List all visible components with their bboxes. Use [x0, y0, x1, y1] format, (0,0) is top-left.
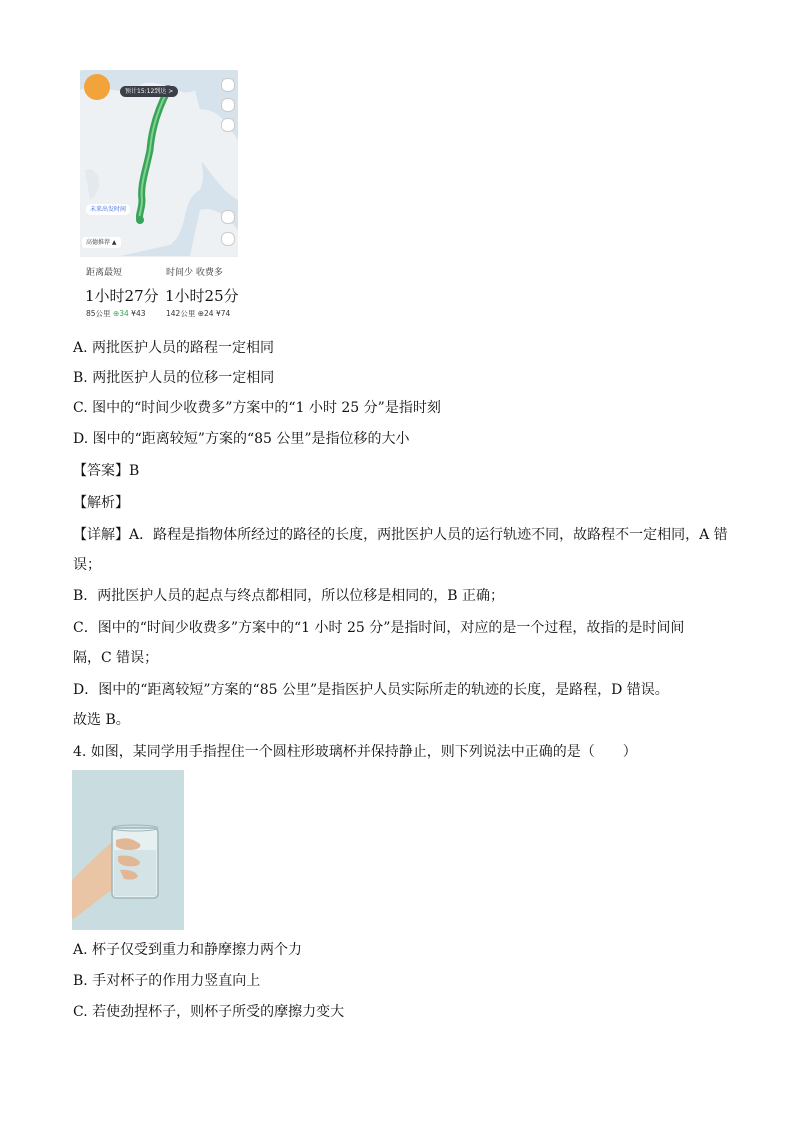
- locate-icon[interactable]: [221, 232, 235, 246]
- refresh-icon[interactable]: [221, 210, 235, 224]
- toilet-icon[interactable]: [221, 98, 235, 112]
- route-sub: [166, 308, 230, 319]
- map-view: [80, 70, 238, 256]
- q4-option-b: B. 手对杯子的作用力竖直向上: [73, 973, 261, 989]
- route-time: 1小时27分: [85, 287, 159, 305]
- route-label: 距离最短: [86, 268, 123, 278]
- route-sub: [86, 308, 146, 319]
- route-lights: 34: [119, 309, 129, 318]
- q3-option-b: B. 两批医护人员的位移一定相同: [73, 370, 275, 386]
- search-icon[interactable]: [221, 118, 235, 132]
- q3-option-a: A. 两批医护人员的路程一定相同: [73, 340, 275, 356]
- route-preference-chip[interactable]: 高德推荐 ▲: [82, 237, 121, 248]
- route-lights: 24: [204, 309, 214, 318]
- analysis-line: 隔，C 错误；: [73, 650, 159, 666]
- layers-icon[interactable]: [221, 78, 235, 92]
- glass-photo: [72, 770, 184, 930]
- route-map-figure: [80, 70, 238, 322]
- route-option-fastest[interactable]: [160, 257, 239, 323]
- route-km: 142公里: [166, 309, 196, 318]
- analysis-line: D．图中的“距离较短”方案的“85 公里”是指医护人员实际所走的轨迹的长度，是路程，D 错误。: [73, 682, 669, 698]
- route-fee: ¥74: [215, 309, 231, 318]
- route-fee: ¥43: [131, 309, 146, 318]
- analysis-line: 误；: [73, 557, 101, 573]
- route-time: 1小时25分: [165, 287, 239, 305]
- glass-illustration: [72, 770, 184, 930]
- q3-option-d: D. 图中的“距离较短”方案的“85 公里”是指位移的大小: [73, 431, 410, 447]
- route-label: 时间少 收费多: [166, 268, 223, 278]
- q3-answer: 【答案】B: [73, 463, 140, 479]
- arrival-chip[interactable]: 预计15:12到达 >: [120, 86, 178, 97]
- traffic-light-icon: ⊕: [197, 309, 205, 318]
- analysis-line: C．图中的“时间少收费多”方案中的“1 小时 25 分”是指时间，对应的是一个过程，故指的是时间间: [73, 620, 685, 636]
- q3-analysis-heading: 【解析】: [73, 495, 129, 511]
- q4-stem: 4. 如图，某同学用手指捏住一个圆柱形玻璃杯并保持静止，则下列说法中正确的是（ ）: [73, 744, 637, 760]
- app-logo-icon: [84, 74, 110, 100]
- analysis-line: B．两批医护人员的起点与终点都相同，所以位移是相同的，B 正确；: [73, 588, 505, 604]
- traffic-light-icon: ⊕: [112, 309, 120, 318]
- route-km: 85公里: [86, 309, 111, 318]
- route-options: [80, 256, 238, 323]
- route-option-shortest[interactable]: [80, 257, 159, 323]
- analysis-line: 故选 B。: [73, 712, 130, 728]
- q4-option-c: C. 若使劲捏杯子，则杯子所受的摩擦力变大: [73, 1004, 345, 1020]
- analysis-line: 【详解】A．路程是指物体所经过的路径的长度，两批医护人员的运行轨迹不同，故路程不一定相同，A 错: [73, 527, 728, 543]
- q4-option-a: A. 杯子仅受到重力和静摩擦力两个力: [73, 942, 303, 958]
- future-departure-chip[interactable]: 未来出发时间: [86, 204, 130, 215]
- q3-option-c: C. 图中的“时间少收费多”方案中的“1 小时 25 分”是指时刻: [73, 400, 441, 416]
